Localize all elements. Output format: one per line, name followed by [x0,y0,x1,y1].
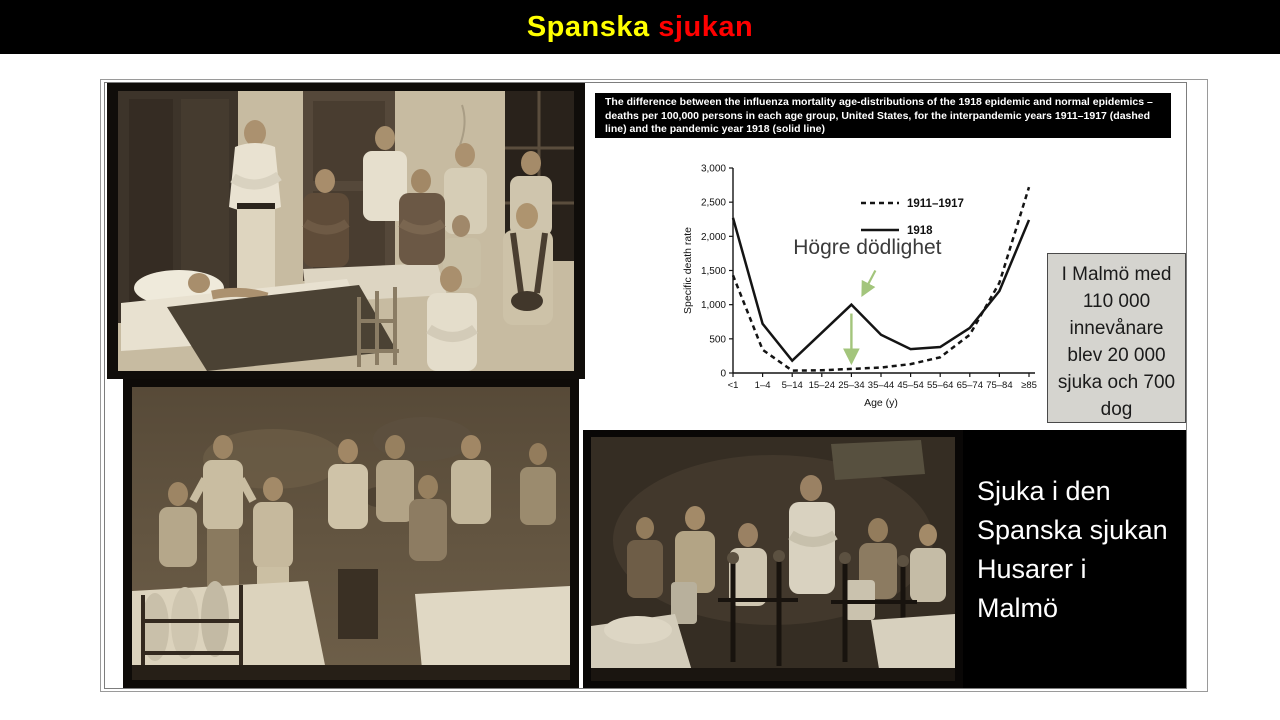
svg-text:2,000: 2,000 [700,231,726,243]
svg-text:1,000: 1,000 [700,300,726,312]
infobox-line: I Malmö med [1061,264,1172,285]
infobox-line: 110 000 [1082,291,1151,312]
svg-text:65–74: 65–74 [956,380,984,391]
svg-text:1911–1917: 1911–1917 [907,198,964,210]
photo-collage-panel [104,82,1187,689]
infobox-line: sjuka och 700 [1057,372,1176,393]
caption-line: Malmö [977,593,1059,623]
caption-line: Husarer i [977,554,1087,584]
caption-line: Spanska sjukan [977,515,1168,545]
chart-title: The difference between the influenza mortality age-distributions of the 1918 epidemic and normal epidemics – deaths per 100,000 persons in each age group, United States, for the interpandemic years 1911–1917 (dashed line) and the pandemic year 1918 (solid line) [595,93,1171,138]
infobox-line: blev 20 000 [1067,345,1166,366]
slide-title-part2: sjukan [658,10,754,43]
caption-line: Sjuka i den [977,476,1111,506]
x-axis-label: Age (y) [864,397,898,409]
svg-text:35–44: 35–44 [867,380,895,391]
malmo-infobox [1047,253,1186,423]
svg-text:75–84: 75–84 [986,380,1013,391]
chart-axes [682,164,1037,410]
svg-text:0: 0 [720,368,726,380]
svg-text:25–34: 25–34 [838,380,865,391]
svg-text:1,500: 1,500 [700,266,726,277]
annotation-hogre-dodlighet [793,236,941,363]
ward-photo-bottom-left [123,379,579,688]
down-left-arrow-icon [862,271,875,296]
slide-title-part1: Spanska [526,10,650,43]
svg-text:≥85: ≥85 [1021,380,1037,391]
svg-text:2,500: 2,500 [700,197,726,209]
svg-text:Högre dödlighet: Högre dödlighet [793,236,942,260]
svg-text:1918: 1918 [907,225,933,237]
infobox-line: innevånare [1069,318,1164,339]
husars-photo-bottom-right [583,430,963,688]
y-axis-label: Specific death rate [682,227,694,314]
svg-text:15–24: 15–24 [808,380,836,391]
svg-text:5–14: 5–14 [781,380,803,391]
infobox-line: dog [1100,399,1133,420]
chart-legend [861,198,964,237]
slide-title [527,11,753,44]
ward-photo-top-left [107,83,585,379]
content-frame [100,79,1208,692]
slide-header [0,0,1280,54]
svg-text:55–64: 55–64 [926,380,954,391]
svg-text:<1: <1 [727,380,739,391]
caption-box [963,430,1186,688]
svg-text:45–54: 45–54 [897,380,924,391]
svg-text:500: 500 [709,334,726,346]
svg-text:3,000: 3,000 [700,163,726,175]
svg-text:1–4: 1–4 [754,380,771,391]
